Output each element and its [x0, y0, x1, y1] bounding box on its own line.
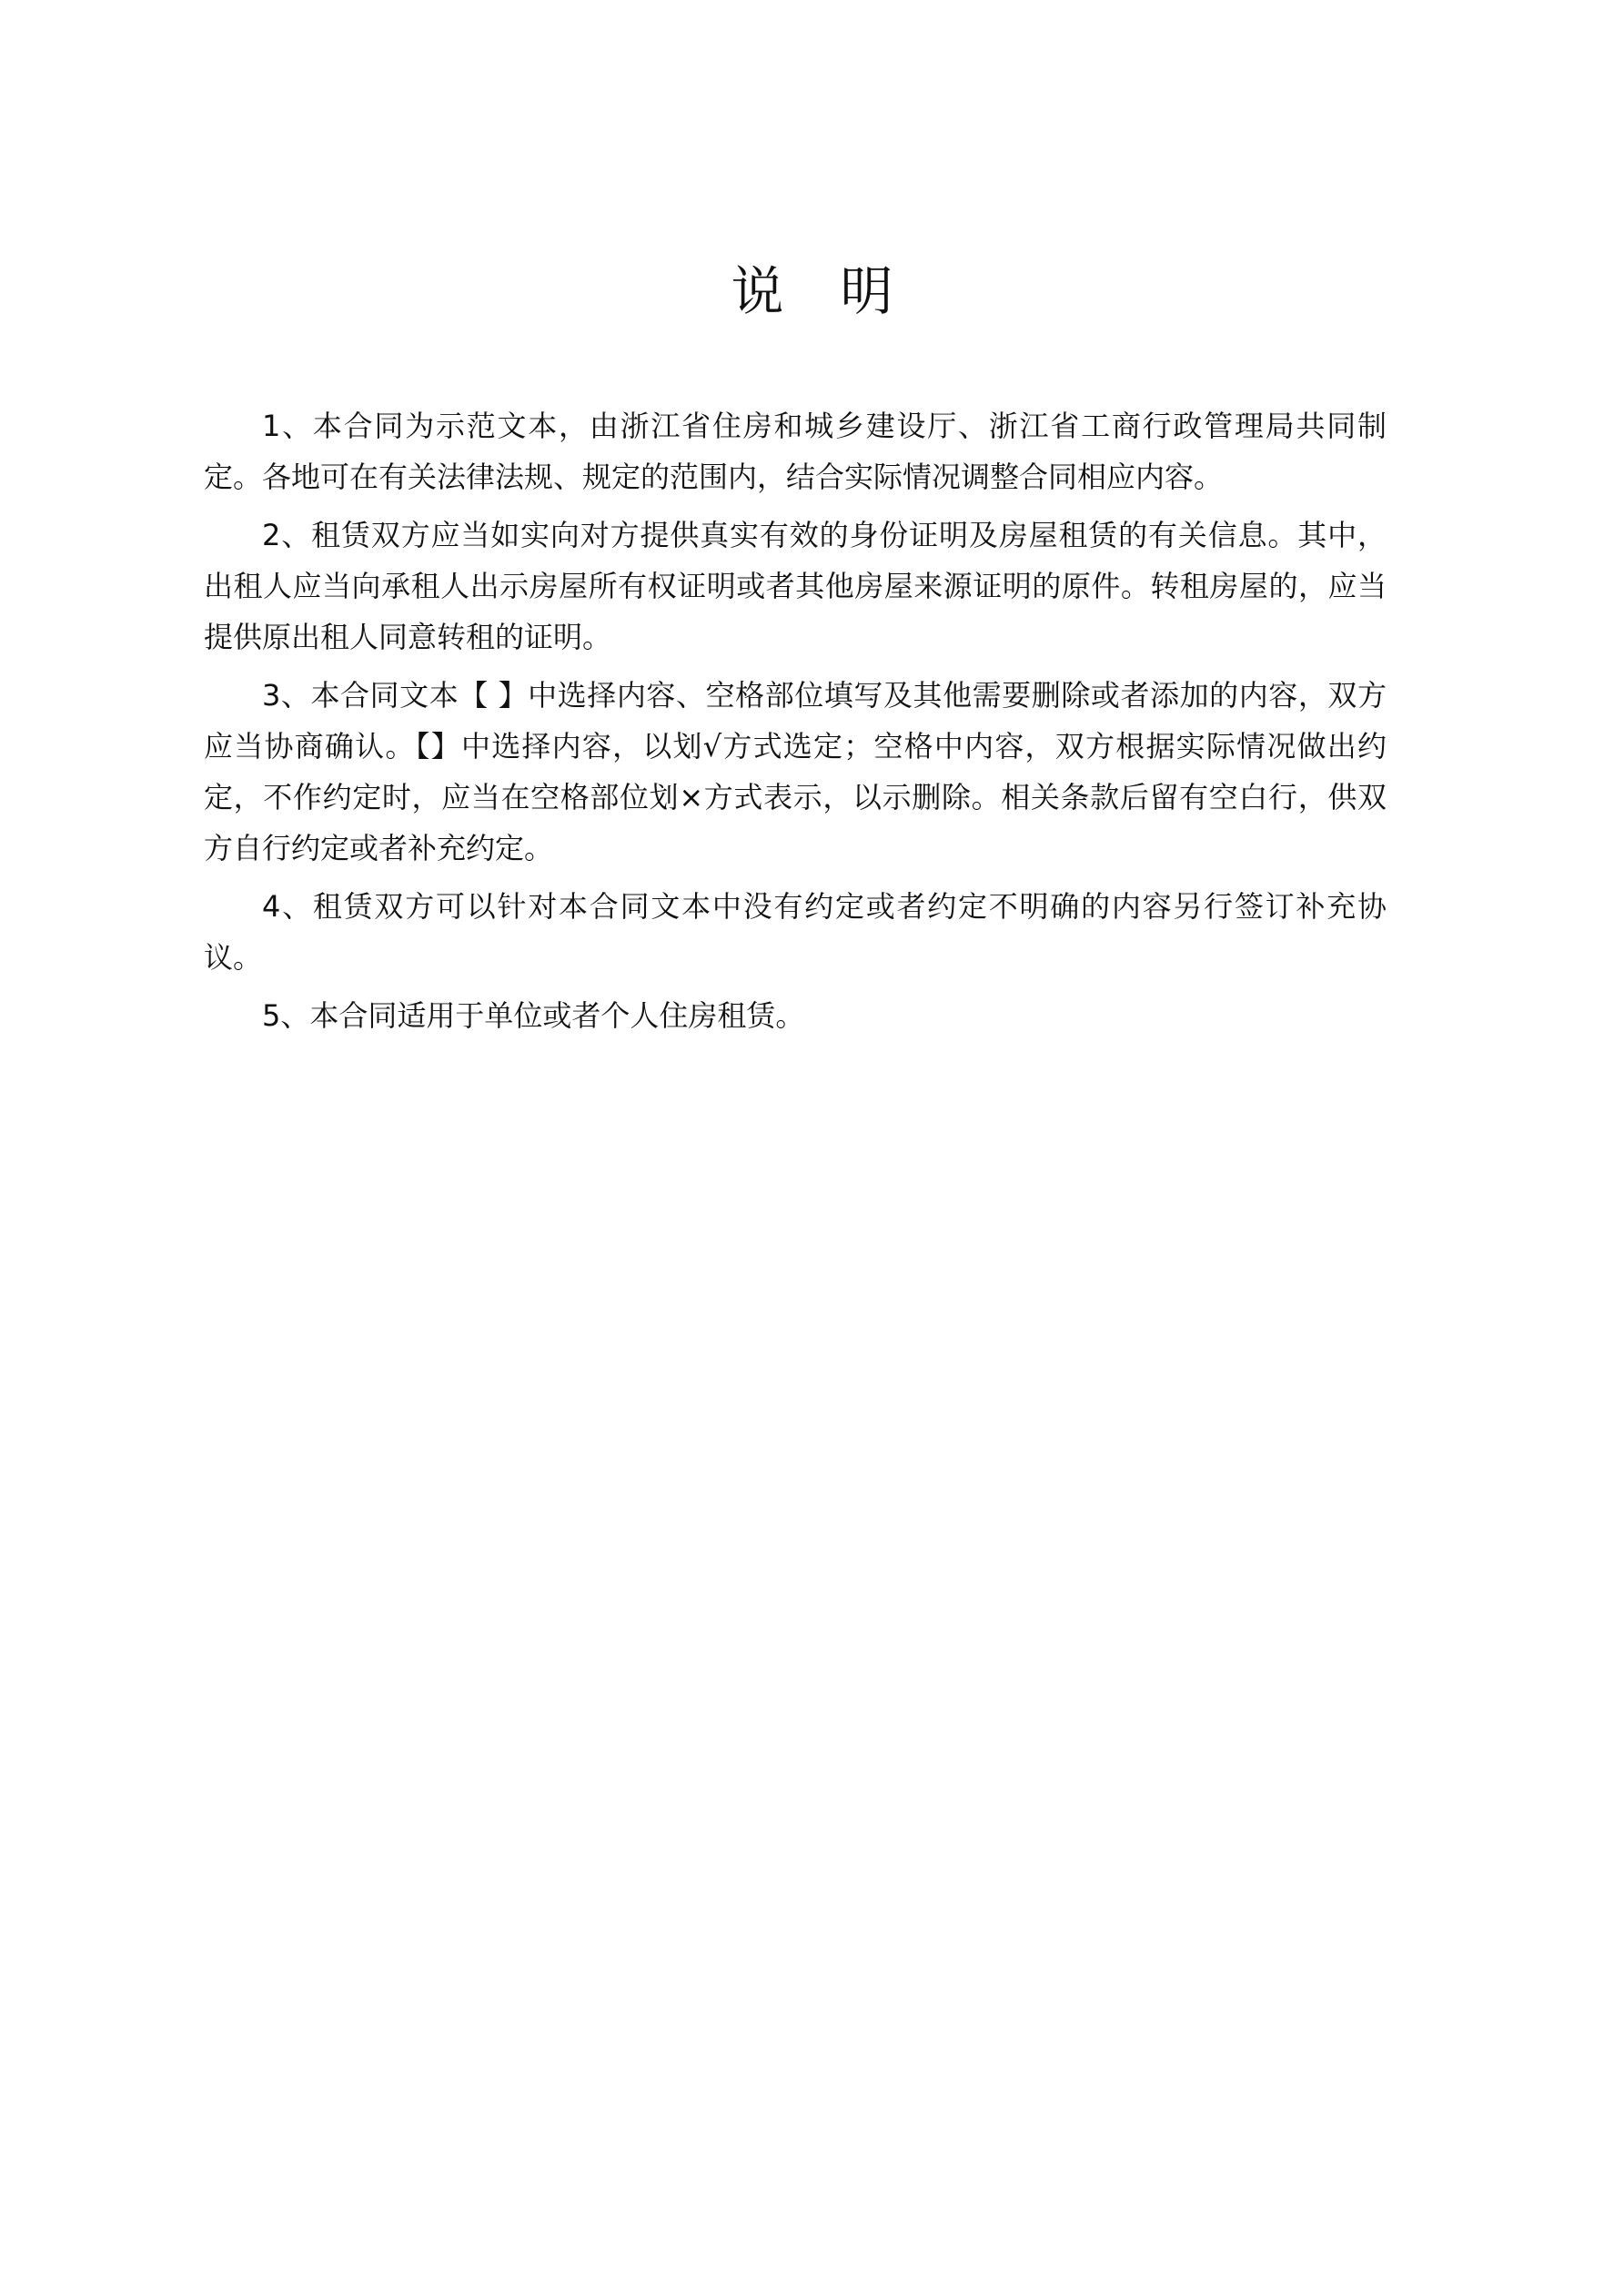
paragraph-2: 2、租赁双方应当如实向对方提供真实有效的身份证明及房屋租赁的有关信息。其中，出租人应当向承租人出示房屋所有权证明或者其他房屋来源证明的原件。转租房屋的，应当提供原出租人同意转租的证明。: [204, 518, 1387, 654]
document-body: [204, 400, 1387, 1048]
paragraph-5: 5、本合同适用于单位或者个人住房租赁。: [262, 998, 805, 1033]
page-title: 说明: [731, 260, 950, 322]
paragraph-3: 3、本合同文本【 】中选择内容、空格部位填写及其他需要删除或者添加的内容，双方应当协商确认。【】中选择内容，以划√方式选定；空格中内容，双方根据实际情况做出约定，不作约定时，应当在空格部位划×方式表示，以示删除。相关条款后留有空白行，供双方自行约定或者补充约定。: [204, 678, 1387, 865]
paragraph-4: 4、租赁双方可以针对本合同文本中没有约定或者约定不明确的内容另行签订补充协议。: [204, 889, 1387, 975]
paragraph-1: 1、本合同为示范文本，由浙江省住房和城乡建设厅、浙江省工商行政管理局共同制定。各地可在有关法律法规、规定的范围内，结合实际情况调整合同相应内容。: [204, 409, 1387, 494]
